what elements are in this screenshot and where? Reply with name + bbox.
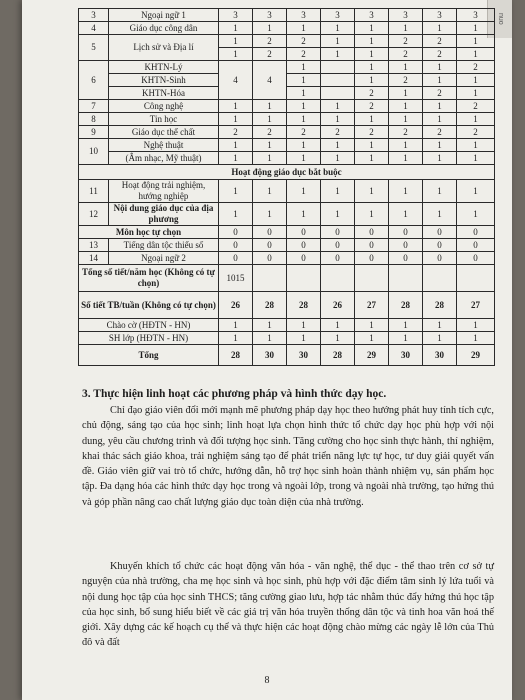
period-value: 1: [355, 319, 389, 332]
section-heading: 3. Thực hiện linh hoạt các phương pháp và hình thức dạy học.: [82, 388, 387, 400]
period-value: 1: [457, 180, 495, 203]
section-title: Hoạt động giáo dục bắt buộc: [79, 165, 495, 180]
total-year-label: Tổng số tiết/năm học (Không có tự chọn): [79, 265, 219, 292]
total-label: Tổng: [79, 345, 219, 366]
row-number: 7: [79, 100, 109, 113]
period-value: 1: [253, 113, 287, 126]
period-value: 1: [457, 87, 495, 100]
period-value: 0: [219, 226, 253, 239]
total-value: 28: [321, 345, 355, 366]
period-value: 1: [253, 100, 287, 113]
row-number: 10: [79, 139, 109, 165]
document-page: [22, 0, 512, 700]
period-value: 2: [355, 87, 389, 100]
period-value: 1: [321, 48, 355, 61]
period-value: 3: [423, 9, 457, 22]
period-value: 2: [389, 74, 423, 87]
period-value: 1: [423, 61, 457, 74]
weekly-value: 26: [321, 292, 355, 319]
period-value: 1: [355, 332, 389, 345]
row-number: 14: [79, 252, 109, 265]
table-row: [79, 265, 495, 292]
period-value: 1: [253, 139, 287, 152]
table-row: [79, 252, 495, 265]
total-year-value: 1015: [219, 265, 253, 292]
period-value: 1: [389, 22, 423, 35]
period-value: 1: [457, 48, 495, 61]
period-value: 1: [423, 203, 457, 226]
subject-name: KHTN-Lý: [109, 61, 219, 74]
period-value: 2: [457, 126, 495, 139]
empty-cell: [253, 265, 287, 292]
period-value: 1: [287, 22, 321, 35]
period-value: 1: [457, 203, 495, 226]
table-row: [79, 22, 495, 35]
period-value: 0: [253, 226, 287, 239]
period-value: 1: [287, 152, 321, 165]
period-value: 1: [389, 87, 423, 100]
table-row: [79, 292, 495, 319]
table-row: [79, 100, 495, 113]
period-value: 1: [287, 87, 321, 100]
period-value: 2: [355, 126, 389, 139]
subject-name: Công nghệ: [109, 100, 219, 113]
table-row: [79, 165, 495, 180]
subject-name: Tiếng dân tộc thiểu số: [109, 239, 219, 252]
period-value: [321, 61, 355, 74]
period-value: 0: [389, 239, 423, 252]
period-value: 2: [457, 100, 495, 113]
period-value: 1: [389, 139, 423, 152]
period-value: 1: [457, 319, 495, 332]
period-value: 1: [355, 152, 389, 165]
elective-title: Môn học tự chọn: [79, 226, 219, 239]
period-value: 1: [457, 139, 495, 152]
period-value: 1: [355, 139, 389, 152]
period-value: 2: [287, 35, 321, 48]
row-number: 12: [79, 203, 109, 226]
period-value: 1: [321, 35, 355, 48]
weekly-value: 26: [219, 292, 253, 319]
period-value: 1: [287, 139, 321, 152]
row-number: 13: [79, 239, 109, 252]
subject-name: Ngoại ngữ 2: [109, 252, 219, 265]
period-value: 1: [389, 319, 423, 332]
total-value: 30: [253, 345, 287, 366]
period-value: 2: [253, 35, 287, 48]
period-value: 1: [321, 180, 355, 203]
period-value: 2: [423, 126, 457, 139]
period-value: 1: [287, 319, 321, 332]
period-value: 1: [423, 152, 457, 165]
subject-name: Ngoại ngữ 1: [109, 9, 219, 22]
period-value: 2: [355, 100, 389, 113]
period-value: 1: [423, 113, 457, 126]
table-row: [79, 239, 495, 252]
period-value: 1: [355, 48, 389, 61]
period-value: 3: [457, 9, 495, 22]
period-value: 2: [457, 61, 495, 74]
period-value: 3: [321, 9, 355, 22]
period-value: 1: [321, 203, 355, 226]
period-value: 1: [321, 152, 355, 165]
table-row: [79, 152, 495, 165]
table-row: [79, 226, 495, 239]
total-value: 29: [355, 345, 389, 366]
total-value: 29: [457, 345, 495, 366]
table-row: [79, 87, 495, 100]
period-value: 2: [389, 35, 423, 48]
subject-name: Chào cờ (HĐTN - HN): [79, 319, 219, 332]
period-value: 0: [355, 239, 389, 252]
row-number: 8: [79, 113, 109, 126]
period-value: 2: [321, 126, 355, 139]
period-value: 2: [219, 126, 253, 139]
total-value: 30: [287, 345, 321, 366]
period-value: 1: [355, 22, 389, 35]
table-row: [79, 9, 495, 22]
period-value: 0: [457, 239, 495, 252]
period-value: 1: [389, 113, 423, 126]
subject-name: KHTN-Sinh: [109, 74, 219, 87]
period-value: 1: [287, 332, 321, 345]
period-value: 1: [457, 35, 495, 48]
period-value: 1: [423, 74, 457, 87]
period-value: 1: [457, 74, 495, 87]
period-value: 1: [287, 113, 321, 126]
period-value: 0: [287, 252, 321, 265]
row-number: 5: [79, 35, 109, 61]
subject-name: Nội dung giáo dục của địa phương: [109, 203, 219, 226]
empty-cell: [389, 265, 423, 292]
paragraph-1: Chỉ đạo giáo viên đổi mới mạnh mẽ phương pháp dạy học theo hướng phát huy tính tích cực, chủ động, sáng tạo của học sinh; linh hoạt lựa chọn hình thức tổ chức dạy học phù hợp với nội dung, yêu cầu chương trình và đối tượng học sinh. Tăng cường cho học sinh thực hành, thí nghiệm, khai thác sách giáo khoa, trải nghiệm sáng tạo để phát triển năng lực tự học, tư duy giải quyết vấn đề. Giáo viên giữ vai trò tổ chức, hướng dẫn, hỗ trợ học sinh hoàn thành nhiệm vụ, sản phẩm học tập. Đa dạng hóa các hình thức dạy học trong và ngoài lớp, trong và ngoài nhà trường, tạo hứng thú và góp phần nâng cao chất lượng giáo dục toàn diện của nhà trường.: [82, 405, 494, 508]
period-value: 1: [457, 152, 495, 165]
period-value: 1: [321, 319, 355, 332]
row-number: 4: [79, 22, 109, 35]
weekly-value: 28: [287, 292, 321, 319]
period-value: 1: [355, 180, 389, 203]
period-value: 4: [219, 61, 253, 100]
period-value: 3: [389, 9, 423, 22]
period-value: 1: [253, 152, 287, 165]
table-row: [79, 61, 495, 74]
period-value: 1: [423, 332, 457, 345]
period-value: 0: [355, 252, 389, 265]
period-value: 0: [389, 252, 423, 265]
period-value: 1: [457, 332, 495, 345]
period-value: 1: [423, 319, 457, 332]
weekly-value: 28: [253, 292, 287, 319]
period-value: 1: [287, 100, 321, 113]
period-value: 2: [389, 126, 423, 139]
total-value: 30: [389, 345, 423, 366]
period-value: 1: [219, 35, 253, 48]
weekly-value: 27: [355, 292, 389, 319]
period-value: 1: [423, 100, 457, 113]
period-value: 1: [389, 61, 423, 74]
empty-cell: [287, 265, 321, 292]
period-value: 2: [253, 126, 287, 139]
subject-name: (Âm nhạc, Mỹ thuật): [109, 152, 219, 165]
period-value: 1: [287, 203, 321, 226]
empty-cell: [355, 265, 389, 292]
table-row: [79, 35, 495, 48]
period-value: 2: [287, 48, 321, 61]
row-number: 3: [79, 9, 109, 22]
period-value: 1: [253, 203, 287, 226]
period-value: 0: [423, 226, 457, 239]
period-value: 1: [253, 180, 287, 203]
period-value: 2: [253, 48, 287, 61]
empty-cell: [423, 265, 457, 292]
empty-cell: [321, 265, 355, 292]
period-value: 1: [355, 113, 389, 126]
period-value: 1: [423, 22, 457, 35]
period-value: 0: [321, 226, 355, 239]
period-value: 1: [321, 332, 355, 345]
period-value: 0: [457, 252, 495, 265]
period-value: 1: [321, 139, 355, 152]
total-value: 30: [423, 345, 457, 366]
period-value: 1: [321, 100, 355, 113]
period-value: 0: [355, 226, 389, 239]
period-value: 0: [423, 252, 457, 265]
table-row: [79, 345, 495, 366]
period-value: 1: [253, 319, 287, 332]
period-value: 1: [321, 22, 355, 35]
period-value: 3: [253, 9, 287, 22]
row-number: 11: [79, 180, 109, 203]
period-value: 1: [219, 203, 253, 226]
weekly-value: 28: [389, 292, 423, 319]
table-row: [79, 180, 495, 203]
period-value: 1: [457, 22, 495, 35]
period-value: 1: [389, 100, 423, 113]
period-value: 1: [423, 139, 457, 152]
period-value: 1: [389, 180, 423, 203]
period-value: 0: [219, 239, 253, 252]
period-value: 1: [219, 100, 253, 113]
period-value: 0: [253, 252, 287, 265]
period-value: 0: [423, 239, 457, 252]
empty-cell: [457, 265, 495, 292]
table-row: [79, 319, 495, 332]
subject-name: Tin học: [109, 113, 219, 126]
period-value: 0: [219, 252, 253, 265]
period-value: 2: [423, 87, 457, 100]
table-row: [79, 126, 495, 139]
period-value: 1: [287, 180, 321, 203]
period-value: 2: [423, 35, 457, 48]
period-value: 3: [287, 9, 321, 22]
period-value: 1: [219, 22, 253, 35]
period-value: 2: [287, 126, 321, 139]
period-value: 1: [219, 139, 253, 152]
period-value: 1: [219, 48, 253, 61]
subject-name: KHTN-Hóa: [109, 87, 219, 100]
subject-name: Nghệ thuật: [109, 139, 219, 152]
period-value: 1: [355, 35, 389, 48]
subject-name: Lịch sử và Địa lí: [109, 35, 219, 61]
period-value: 1: [389, 152, 423, 165]
period-value: 0: [287, 226, 321, 239]
subject-name: Giáo dục thể chất: [109, 126, 219, 139]
period-value: 0: [389, 226, 423, 239]
period-value: 0: [253, 239, 287, 252]
period-value: 0: [321, 239, 355, 252]
period-value: 4: [253, 61, 287, 100]
period-value: [321, 87, 355, 100]
table-row: [79, 332, 495, 345]
subject-name: Hoạt động trải nghiệm, hướng nghiệp: [109, 180, 219, 203]
period-value: 1: [219, 332, 253, 345]
period-value: 2: [389, 48, 423, 61]
period-value: 1: [457, 113, 495, 126]
page-number: 8: [264, 675, 270, 686]
period-value: 1: [321, 113, 355, 126]
period-value: [321, 74, 355, 87]
total-value: 28: [219, 345, 253, 366]
period-value: 1: [219, 180, 253, 203]
period-value: 1: [389, 203, 423, 226]
curriculum-table: [78, 8, 495, 366]
period-value: 1: [287, 61, 321, 74]
period-value: 1: [287, 74, 321, 87]
row-number: 9: [79, 126, 109, 139]
period-value: 0: [287, 239, 321, 252]
subject-name: SH lớp (HĐTN - HN): [79, 332, 219, 345]
period-value: 1: [389, 332, 423, 345]
period-value: 1: [219, 113, 253, 126]
corner-tab: nuo: [487, 0, 512, 38]
table-row: [79, 74, 495, 87]
subject-name: Giáo dục công dân: [109, 22, 219, 35]
period-value: 3: [219, 9, 253, 22]
weekly-value: 28: [423, 292, 457, 319]
period-value: 1: [355, 61, 389, 74]
period-value: 1: [253, 22, 287, 35]
table-row: [79, 113, 495, 126]
period-value: 3: [355, 9, 389, 22]
period-value: 1: [219, 152, 253, 165]
period-value: 1: [253, 332, 287, 345]
period-value: 1: [355, 74, 389, 87]
table-row: [79, 203, 495, 226]
period-value: 0: [321, 252, 355, 265]
paragraph-2: Khuyến khích tổ chức các hoạt động văn hóa - văn nghệ, thể dục - thể thao trên cơ sở tự nguyện của nhà trường, cha mẹ học sinh và học sinh, phù hợp với đặc điểm tâm sinh lý lứa tuổi và nội dung học tập của học sinh THCS; tăng cường giao lưu, hợp tác nhằm thúc đẩy hứng thú học tập của học sinh, bổ sung hiểu biết về các giá trị văn hóa truyền thống dân tộc và tinh hoa văn hoá thế giới. Xây dựng các kế hoạch cụ thể và thực hiện các hoạt động chào mừng các ngày lễ lớn của Thủ đô và đất: [82, 561, 494, 649]
table-row: [79, 139, 495, 152]
period-value: 1: [355, 203, 389, 226]
row-number: 6: [79, 61, 109, 100]
period-value: 1: [219, 319, 253, 332]
weekly-value: 27: [457, 292, 495, 319]
period-value: 1: [423, 180, 457, 203]
period-value: 0: [457, 226, 495, 239]
weekly-label: Số tiết TB/tuần (Không có tự chọn): [79, 292, 219, 319]
period-value: 2: [423, 48, 457, 61]
